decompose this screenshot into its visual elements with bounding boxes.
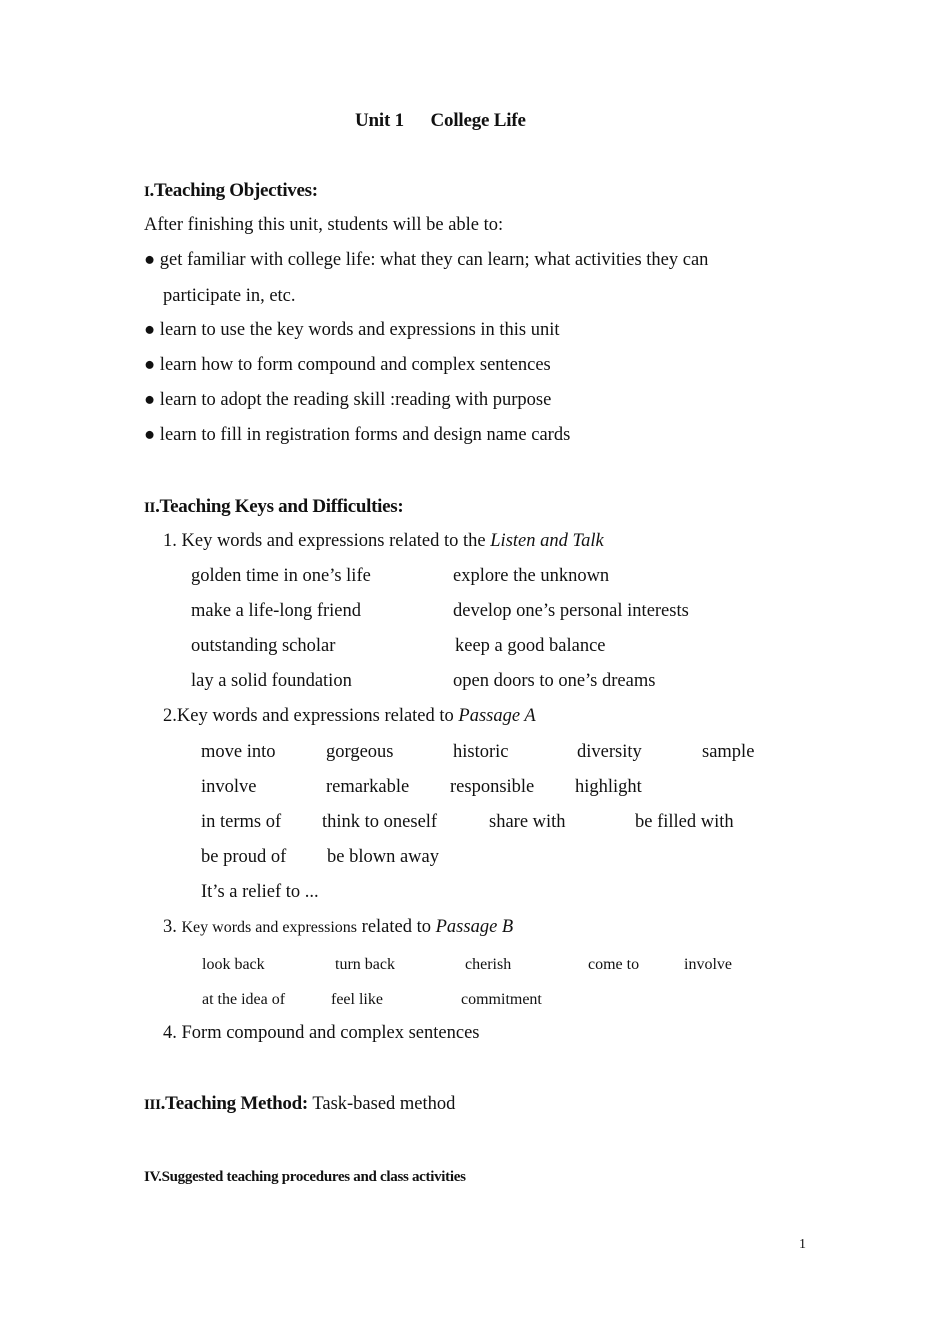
section-heading-procedures <box>144 1169 466 1186</box>
page-title <box>355 110 526 132</box>
expression: sample <box>702 742 755 762</box>
objective-bullet: ● learn to use the key words and expressions in this unit <box>144 320 560 340</box>
objective-bullet: ● learn to fill in registration forms and design name cards <box>144 425 571 445</box>
expression: move into <box>201 742 276 762</box>
keys-item-2 <box>163 706 536 727</box>
expression: lay a solid foundation <box>191 671 352 691</box>
expression: outstanding scholar <box>191 636 336 656</box>
section-heading-objectives <box>144 180 318 202</box>
expression: gorgeous <box>326 742 394 762</box>
section-numeral: I <box>144 184 150 200</box>
section-heading-text: .Teaching Objectives: <box>149 180 318 201</box>
keys-item-4: 4. Form compound and complex sentences <box>163 1023 480 1043</box>
objective-bullet: ● learn how to form compound and complex sentences <box>144 355 551 375</box>
expression: keep a good balance <box>455 636 606 656</box>
expression: responsible <box>450 777 535 797</box>
section-heading-text: .Teaching Method: <box>160 1093 308 1114</box>
expression: at the idea of <box>202 991 286 1008</box>
expression: share with <box>489 812 566 832</box>
section-heading-keys <box>144 496 403 518</box>
section-heading-method <box>144 1093 455 1115</box>
expression: cherish <box>465 956 512 973</box>
expression: involve <box>201 777 257 797</box>
page-number: 1 <box>799 1237 806 1252</box>
expression: commitment <box>461 991 542 1008</box>
expression: golden time in one’s life <box>191 566 371 586</box>
expression: historic <box>453 742 509 762</box>
item-prefix: related to <box>361 917 436 937</box>
expression: look back <box>202 956 265 973</box>
unit-name: College Life <box>430 110 526 131</box>
item-number: 3. <box>163 917 177 937</box>
keys-item-3 <box>163 917 513 938</box>
expression: remarkable <box>326 777 410 797</box>
section-numeral: III <box>144 1097 161 1113</box>
section-numeral: IV <box>144 1169 159 1185</box>
expression: come to <box>588 956 640 973</box>
expression: feel like <box>331 991 383 1008</box>
objective-bullet-continued: participate in, etc. <box>163 286 296 306</box>
expression: turn back <box>335 956 395 973</box>
keys-item-1 <box>163 531 604 552</box>
expression: develop one’s personal interests <box>453 601 689 621</box>
method-text: Task-based method <box>312 1094 456 1114</box>
section-heading-text: .Suggested teaching procedures and class activities <box>158 1169 466 1185</box>
expression: in terms of <box>201 812 282 832</box>
objectives-intro: After finishing this unit, students will be able to: <box>144 215 504 235</box>
item-reference: Passage A <box>458 706 536 726</box>
item-prefix: 1. Key words and expressions related to the <box>163 531 491 551</box>
expression: highlight <box>575 777 642 797</box>
item-reference: Listen and Talk <box>490 531 604 551</box>
item-prefix: 2.Key words and expressions related to <box>163 706 459 726</box>
expression: be filled with <box>635 812 734 832</box>
section-numeral: II <box>144 500 156 516</box>
expression: involve <box>684 956 732 973</box>
objective-bullet: ● get familiar with college life: what they can learn; what activities they can <box>144 250 709 270</box>
objective-bullet: ● learn to adopt the reading skill :reading with purpose <box>144 390 552 410</box>
item-prefix-small: Key words and expressions <box>181 919 358 936</box>
section-heading-text: .Teaching Keys and Difficulties: <box>155 496 404 517</box>
expression: be blown away <box>327 847 439 867</box>
expression: think to oneself <box>322 812 438 832</box>
expression: open doors to one’s dreams <box>453 671 656 691</box>
expression: It’s a relief to ... <box>201 882 319 902</box>
expression: be proud of <box>201 847 287 867</box>
expression: diversity <box>577 742 642 762</box>
item-reference: Passage B <box>435 917 514 937</box>
unit-number: Unit 1 <box>355 110 404 131</box>
expression: explore the unknown <box>453 566 610 586</box>
expression: make a life-long friend <box>191 601 362 621</box>
